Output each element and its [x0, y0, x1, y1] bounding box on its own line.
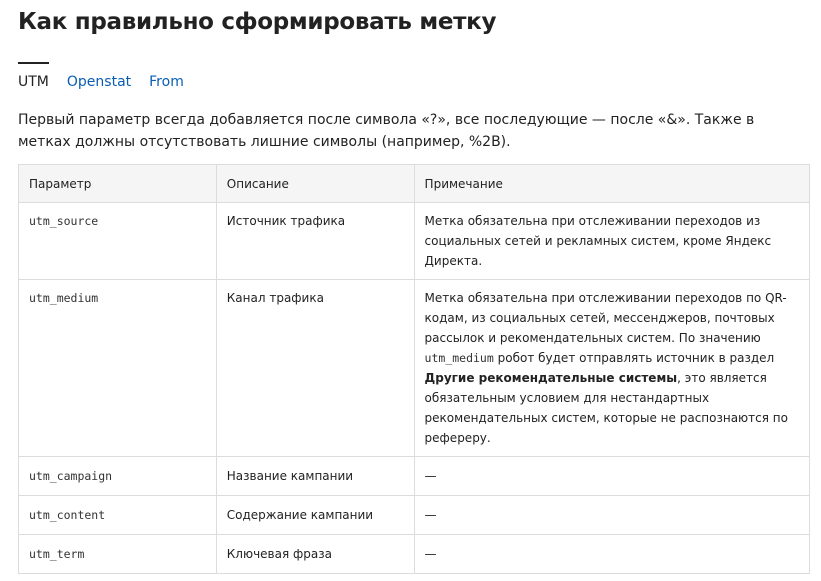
note-text: —	[424, 469, 437, 483]
table-row	[19, 496, 810, 535]
note-bold-text: Другие рекомендательные системы	[424, 371, 678, 385]
table-row	[19, 280, 810, 457]
tab-from[interactable]: From	[149, 74, 184, 90]
note-text: —	[424, 508, 437, 522]
table-row	[19, 203, 810, 280]
param-cell	[19, 203, 217, 280]
tab-utm[interactable]: UTM	[18, 62, 49, 92]
header-description: Описание	[216, 165, 414, 203]
description-cell	[216, 203, 414, 280]
description-cell	[216, 496, 414, 535]
description-text: Канал трафика	[226, 291, 324, 305]
tabs	[18, 62, 202, 96]
param-cell	[19, 496, 217, 535]
intro-text: Первый параметр всегда добавляется после символа «?», все последующие — после «&». Также в метках должны отсутствовать лишние символы (например, %2B).	[18, 112, 755, 150]
param-name: utm_content	[29, 508, 106, 522]
description-text: Содержание кампании	[226, 508, 374, 522]
description-text: Ключевая фраза	[226, 547, 332, 561]
params-table	[18, 164, 810, 574]
header-param: Параметр	[19, 165, 217, 203]
note-text	[425, 280, 799, 456]
note-cell	[414, 457, 809, 496]
description-cell	[216, 457, 414, 496]
description-text: Название кампании	[226, 469, 354, 483]
note-text-part: , это является обязательным условием для нестандартных рекомендательных систем, которые не распознаются по рефереру.	[424, 371, 788, 445]
note-text: Метка обязательна при отслеживании переходов из социальных сетей и рекламных систем, кроме Яндекс Директа.	[424, 214, 772, 268]
param-name: utm_medium	[29, 291, 99, 305]
tab-openstat[interactable]: Openstat	[66, 74, 132, 90]
note-text-part: Метка обязательна при отслеживании переходов по QR-кодам, из социальных сетей, мессенджеров, почтовых рассылок и рекомендательных систем. По значению	[424, 291, 787, 345]
param-name: utm_term	[29, 547, 85, 561]
param-cell	[19, 535, 217, 574]
param-cell	[19, 280, 217, 457]
table-header-row	[19, 165, 810, 203]
page-title: Как правильно сформировать метку	[18, 9, 497, 35]
note-cell	[414, 203, 809, 280]
param-cell	[19, 457, 217, 496]
note-code: utm_medium	[424, 351, 494, 365]
header-note: Примечание	[414, 165, 809, 203]
note-cell	[414, 496, 809, 535]
table-row	[19, 535, 810, 574]
note-cell	[414, 535, 809, 574]
description-cell	[216, 535, 414, 574]
description-cell	[216, 280, 414, 457]
param-name: utm_source	[29, 214, 99, 228]
note-text: —	[424, 547, 437, 561]
param-name: utm_campaign	[29, 469, 113, 483]
description-text: Источник трафика	[226, 214, 346, 228]
note-cell	[414, 280, 809, 457]
note-text-part: робот будет отправлять источник в раздел	[497, 351, 775, 365]
table-row	[19, 457, 810, 496]
